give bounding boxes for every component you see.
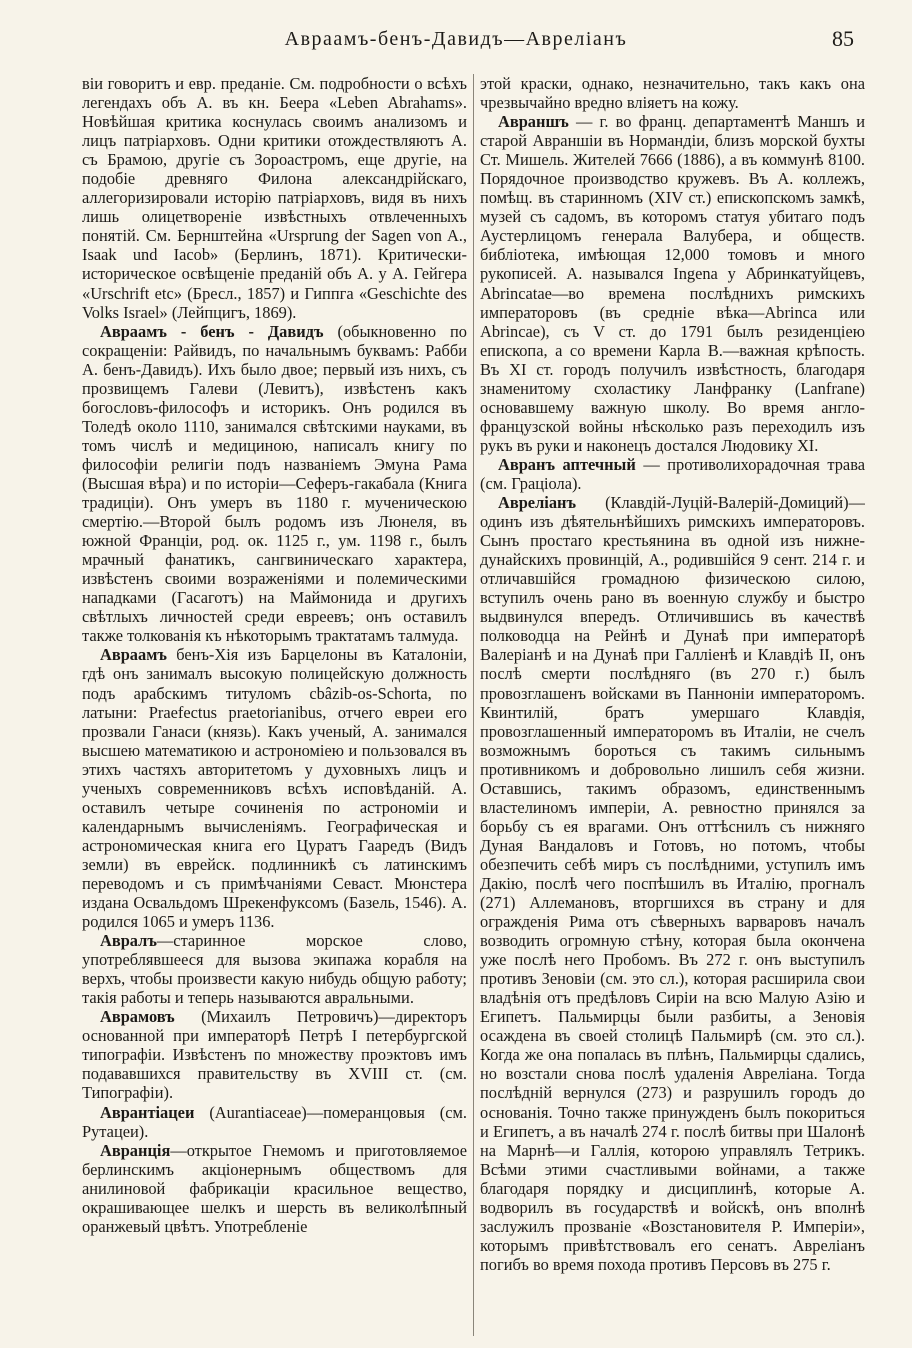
entry-continuation	[82, 74, 467, 322]
entry-headword: Авраамъ	[100, 645, 167, 665]
entry-headword: Аврантіацеи	[100, 1102, 195, 1122]
entry-headword: Аврамовъ	[100, 1007, 175, 1027]
entry-text: (обыкновенно по сокращеніи: Райвидъ, по начальнымъ буквамъ: Рабби А. бенъ-Давидъ). Ихъ было двое; первый изъ нихъ, съ прозвищемъ Галеви (Левитъ), извѣстенъ какъ богословъ-философъ и историкъ. Онъ родился въ Толедѣ около 1110, занимался свѣтскими науками, въ томъ числѣ и медициною, написалъ книгу по философіи религіи подъ названіемъ Эмуна Рама (Высшая вѣра) и по исторіи—Сеферъ-гакабала (Книга традиціи). Онъ умеръ въ 1180 г. мученическою смертію.—Второй былъ родомъ изъ Люнеля, въ южной Франціи, род. ок. 1125 г., ум. 1198 г., былъ мрачный фанатикъ, сангвиническаго характера, извѣстенъ своими возраженіями и полемическими нападками (Гасаготъ) на Маймонида и другихъ свѣтлыхъ личностей среди евреевъ; онъ оставилъ также толкованія къ нѣкоторымъ трактатамъ талмуда.	[82, 321, 467, 646]
entry-headword: Авраншъ	[498, 112, 569, 132]
entry-text: (Клавдій-Луцій-Валерій-Домиций)—одинъ изъ дѣятельнѣйшихъ римскихъ императоровъ. Сынъ простаго крестьянина въ одной изъ нижне-дунайскихъ провинцій, А., родившійся 9 сент. 214 г. и отличавшійся громадною физическою силою, вступилъ очень рано въ военную службу и быстро выдвинулся впередъ. Отличившись въ качествѣ полководца на Рейнѣ и Дунаѣ при императорѣ Валеріанѣ и на Дунаѣ при Галліенѣ и Клавдіѣ II, онъ послѣ смерти послѣдняго (въ 270 г.) былъ провозглашенъ войсками въ Панноніи императоромъ. Квинтилій, братъ умершаго Клавдія, провозглашенный императоромъ въ Италіи, не счелъ возможнымъ бороться съ такимъ сильнымъ противникомъ и добровольно лишилъ себя жизни. Оставшись, такимъ образомъ, единственнымъ властелиномъ имперіи, А. ревностно принялся за борьбу съ ея врагами. Онъ оттѣснилъ съ нижняго Дуная Вандаловъ и Готовъ, но потомъ, чтобы обезпечить себѣ миръ съ послѣдними, уступилъ имъ Дакію, послѣ чего поспѣшилъ въ Италію, прогналъ (271) Аллемановъ, вторгшихся въ страну и для огражденія Рима отъ сѣверныхъ варваровъ началъ возводить огромную стѣну, которая была окончена уже послѣ него Пробомъ. Въ 272 г. онъ выступилъ противъ Зеновіи (см. это сл.), которая расширила свои владѣнія отъ предѣловъ Сиріи на всю Малую Азію и Египетъ. Пальмирцы были разбиты, а Зеновія осаждена въ своей столицѣ Пальмирѣ (см. это сл.). Когда же она попалась въ плѣнъ, Пальмирцы сдались, но возстали снова послѣ удаленія Авреліана. Тогда послѣдній вернулся (273) и разрушилъ городъ до основанія. Точно также принужденъ былъ покориться и Египетъ, а въ началѣ 274 г. послѣ битвы при Шалонѣ на Марнѣ—и Галлія, которою управлялъ Тетрикъ. Всѣми этими счастливыми войнами, а также благодаря порядку и дисциплинѣ, которые А. водворилъ въ государствѣ и войскѣ, онъ вполнѣ заслужилъ прозваніе «Возстановителя Р. Имперіи», которымъ привѣтствовалъ его сенатъ. Авреліанъ погибъ во время похода противъ Персовъ въ 275 г.	[480, 493, 865, 1274]
entry-headword: Авранъ аптечный	[498, 454, 636, 474]
entry-avraam	[82, 645, 467, 931]
entry-avramov	[82, 1007, 467, 1102]
entry-text: віи говоритъ и евр. преданіе. См. подробности о всѣхъ легендахъ объ А. въ кн. Беера «Leben Abrahams». Новѣйшая критика коснулась своимъ анализомъ и лицъ патріарховъ. Одни критики отождествляютъ А. съ Брамою, другіе съ Зороастромъ, еще другіе, на подобіе древняго Филона александрійскаго, аллегоризировали исторію патріарховъ, видя въ нихъ лишь олицетвореніе извѣстныхъ отвлеченныхъ понятій. См. Бернштейна «Ursprung der Sagen von A., Isaak und Iacob» (Берлинъ, 1871). Критически-историческое освѣщеніе преданій объ А. у А. Гейгера «Urschrift etc» (Бресл., 1857) и Гиппга «Geschichte des Volks Israel» (Лейпцигъ, 1869).	[82, 74, 467, 322]
entry-avransh	[480, 112, 865, 455]
entry-text: этой краски, однако, незначительно, такъ какъ она чрезвычайно вредно вліяетъ на кожу.	[480, 74, 865, 113]
left-column	[82, 74, 467, 1339]
entry-avrelian	[480, 493, 865, 1274]
entry-text: бенъ-Хія изъ Барцелоны въ Каталоніи, гдѣ онъ занималъ высокую полицейскую должность подъ арабскимъ титуломъ cbâzib-os-Schorta, по латыни: Praefectus praetorianibus, отчего евреи его прозвали Ганаси (князь). Какъ ученый, А. занимался высшею математикою и астрономіею и пользовался въ этихъ частяхъ авторитетомъ у духовныхъ лицъ и ученыхъ современниковъ всѣхъ исповѣданій. А. оставилъ четыре сочиненія по астрономіи и календарнымъ вычисленіямъ. Географическая и астрономическая книга его Цуратъ Гааредъ (Видъ земли) въ еврейск. подлинникѣ съ латинскимъ переводомъ и съ примѣчаніями Севаст. Мюнстера издана Освальдомъ Шрекенфуксомъ (Базель, 1546). А. родился 1065 и умеръ 1136.	[82, 645, 467, 932]
right-column	[480, 74, 865, 1339]
entry-text: — г. во франц. департаментѣ Маншъ и старой Авраншіи въ Нормандіи, близъ морской бухты Ст. Мишель. Жителей 7666 (1886), а въ коммунѣ 8100. Порядочное производство кружевъ. Въ А. коллежъ, помѣщ. въ старинномъ (XIV ст.) епископскомъ замкѣ, музей съ садомъ, въ которомъ статуя убитаго подъ Аустерлицомъ генерала Валубера, и обществ. библіотека, имѣющая 12,000 томовъ и много рукописей. А. назывался Ingena у Абринкатуйцевъ, Abrincatae—во времена послѣднихъ римскихъ императоровъ (въ средніе вѣка—Abrinca или Abrincae), съ V ст. до 1791 былъ резиденціею епископа, а со времени Карла В.—важная крѣпость. Въ XI ст. городъ получилъ извѣстность, благодаря знаменитому схоластику Ланфранку (Lanfrane) основавшему важную школу. Во время англо-французской войны нѣсколько разъ переходилъ изъ рукъ въ руки и наконецъ достался Людовику XI.	[480, 112, 865, 455]
entry-headword: Авранція	[100, 1140, 171, 1160]
entry-avran-aptechny	[480, 455, 865, 493]
entry-continuation	[480, 74, 865, 112]
entry-avrantsiya	[82, 1141, 467, 1236]
entry-avraam-ben-david	[82, 322, 467, 646]
entry-avrantiatsei	[82, 1103, 467, 1141]
running-title: Авраамъ-бенъ-Давидъ—Аврелiанъ	[284, 28, 628, 50]
entry-text: —открытое Гнемомъ и приготовляемое берлинскимъ акціонернымъ обществомъ для анилиновой фабрикаціи красильное вещество, окрашивающее шелкъ и шерсть въ великолѣпный оранжевый цвѣтъ. Употребленіе	[82, 1140, 467, 1236]
entry-headword: Авреліанъ	[498, 493, 577, 513]
entry-headword: Авраамъ - бенъ - Давидъ	[100, 321, 324, 341]
entry-text: (Aurantiaceae)—померанцовыя (см. Рутацеи).	[82, 1102, 467, 1141]
entry-text: — противолихорадочная трава (см. Граціола).	[480, 454, 865, 493]
entry-headword: Авралъ	[100, 931, 157, 951]
page-number: 85	[832, 26, 854, 51]
entry-text: (Михаилъ Петровичъ)—директоръ основанной при императорѣ Петрѣ I петербургской типографіи. Извѣстенъ по множеству проэктовъ имъ подававшихся правительству въ XVIII ст. (см. Типографіи).	[82, 1007, 467, 1103]
column-divider	[473, 74, 474, 1336]
entry-avral	[82, 931, 467, 1007]
entry-text: —старинное морское слово, употреблявшееся для вызова экипажа корабля на верхъ, чтобы произвести какую нибудь общую работу; такія работы и теперь называются авральными.	[82, 931, 467, 1008]
